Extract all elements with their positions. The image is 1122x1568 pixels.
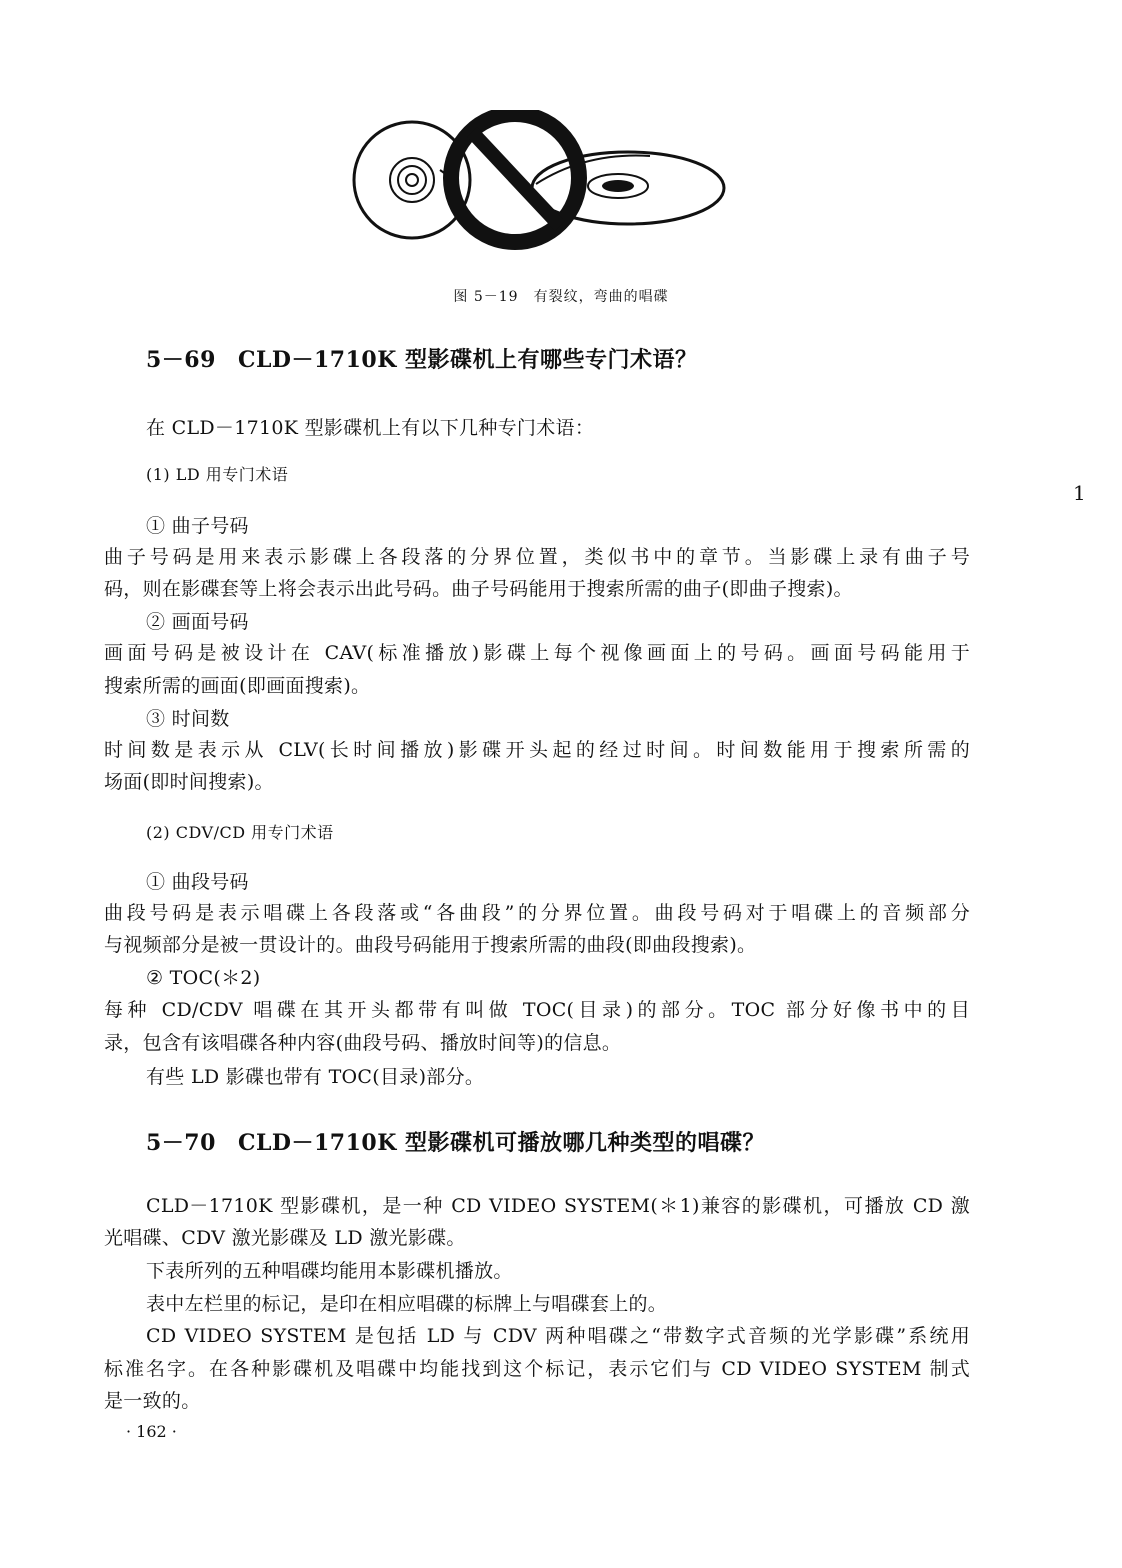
section-number: 5－69 (146, 347, 216, 373)
margin-mark: 1 (1073, 481, 1086, 505)
paragraph-text: 表中左栏里的标记，是印在相应唱碟的标牌上与唱碟套上的。 (146, 1293, 668, 1315)
item-text: 画面号码是被设计在 CAV(标准播放)影碟上每个视像画面上的号码。画面号码能用于 (104, 642, 970, 664)
item-text: 曲段号码是表示唱碟上各段落或“各曲段”的分界位置。曲段号码对于唱碟上的音频部分 (104, 902, 970, 924)
intro-line: 在 CLD－1710K 型影碟机上有以下几种专门术语： (146, 417, 595, 439)
item-text: 曲子号码是用来表示影碟上各段落的分界位置，类似书中的章节。当影碟上录有曲子号 (104, 546, 970, 568)
figure-caption: 图 5－19 有裂纹，弯曲的唱碟 (453, 289, 669, 305)
item-title: ① 曲段号码 (146, 871, 249, 893)
section-heading-5-70 (146, 1126, 765, 1157)
section-title: CLD－1710K 型影碟机上有哪些专门术语？ (237, 347, 698, 373)
item-title: ② 画面号码 (146, 611, 249, 633)
item-text: 场面(即时间搜索)。 (104, 771, 274, 793)
subheading-ld-terms: (1) LD 用专门术语 (146, 465, 289, 484)
subheading-cdv-cd-terms: (2) CDV/CD 用专门术语 (146, 823, 334, 842)
section-number: 5－70 (146, 1130, 216, 1156)
section-title: CLD－1710K 型影碟机可播放哪几种类型的唱碟？ (237, 1130, 766, 1156)
item-title: ② TOC(＊2) (146, 967, 261, 989)
page-number: · 162 · (126, 1422, 177, 1441)
paragraph-text: 下表所列的五种唱碟均能用本影碟机播放。 (146, 1260, 513, 1282)
paragraph-text: 是一致的。 (104, 1390, 201, 1412)
paragraph-text: CLD－1710K 型影碟机，是一种 CD VIDEO SYSTEM(＊1)兼容的影碟机，可播放 CD 激 (146, 1195, 970, 1217)
item-text: 码，则在影碟套等上将会表示出此号码。曲子号码能用于搜索所需的曲子(即曲子搜索)。 (104, 578, 853, 600)
section-heading-5-69 (146, 343, 698, 374)
item-text: 每种 CD/CDV 唱碟在其开头都带有叫做 TOC(目录)的部分。TOC 部分好像书中的目 (104, 999, 970, 1021)
item-text: 时间数是表示从 CLV(长时间播放)影碟开头起的经过时间。时间数能用于搜索所需的 (104, 739, 970, 761)
item-title: ③ 时间数 (146, 708, 230, 730)
item-text: 搜索所需的画面(即画面搜索)。 (104, 675, 371, 697)
cracked-warped-disc-illustration (350, 110, 730, 270)
item-text: 录，包含有该唱碟各种内容(曲段号码、播放时间等)的信息。 (104, 1032, 622, 1054)
item-title: ① 曲子号码 (146, 515, 249, 537)
paragraph-text: 光唱碟、CDV 激光影碟及 LD 激光影碟。 (104, 1227, 466, 1249)
item-text: 与视频部分是被一贯设计的。曲段号码能用于搜索所需的曲段(即曲段搜索)。 (104, 934, 757, 956)
item-text: 有些 LD 影碟也带有 TOC(目录)部分。 (146, 1066, 485, 1088)
paragraph-text: 标准名字。在各种影碟机及唱碟中均能找到这个标记，表示它们与 CD VIDEO SYSTEM 制式 (104, 1358, 970, 1380)
paragraph-text: CD VIDEO SYSTEM 是包括 LD 与 CDV 两种唱碟之“带数字式音频的光学影碟”系统用 (146, 1325, 970, 1347)
